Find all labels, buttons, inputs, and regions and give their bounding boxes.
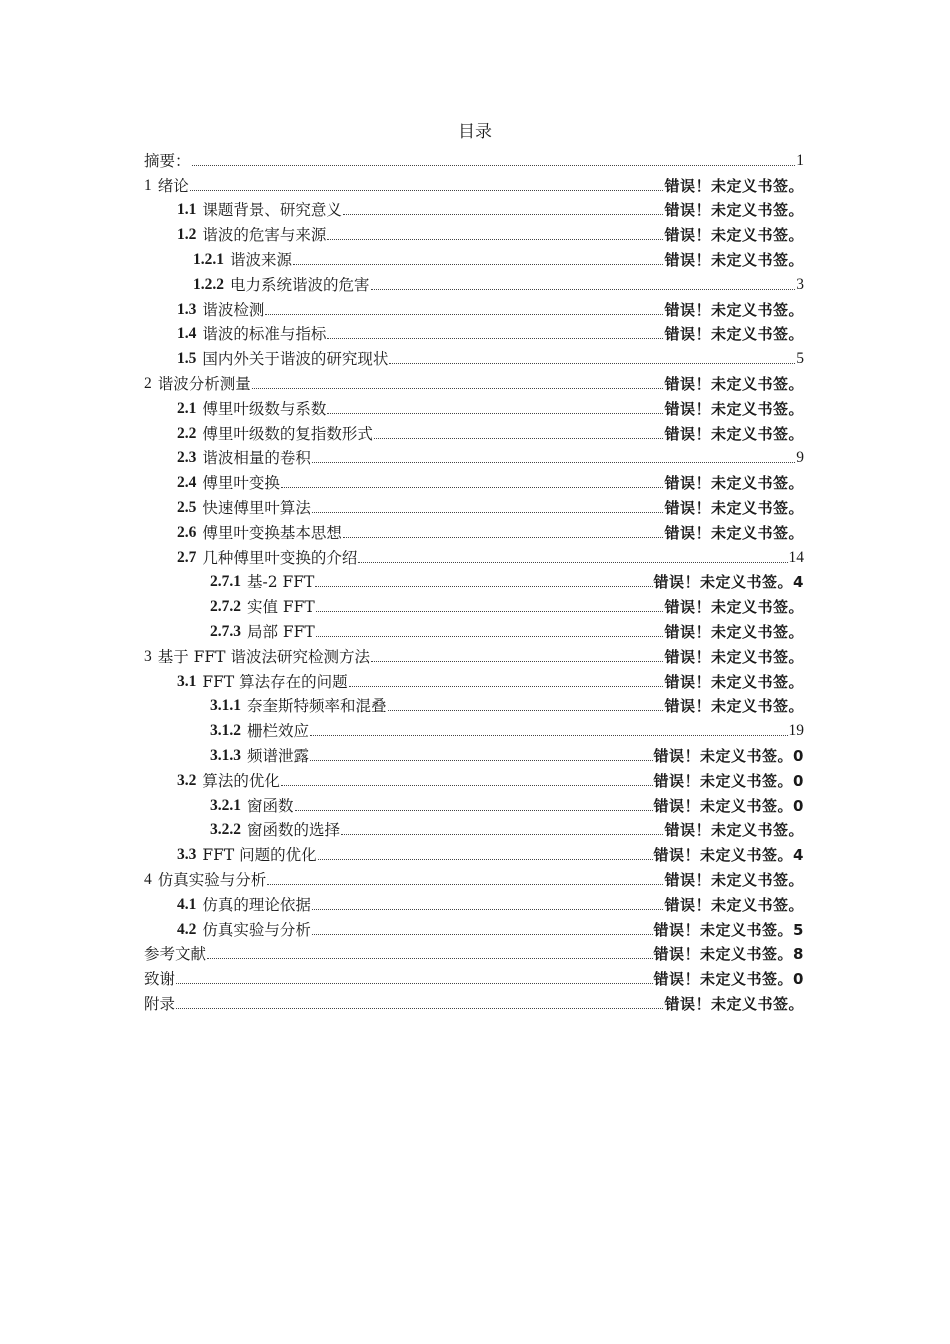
toc-entry-page: 错误！未定义书签。8 — [653, 945, 804, 964]
toc-entry[interactable] — [144, 295, 804, 320]
toc-entry-label: 栅栏效应 — [247, 722, 310, 741]
toc-entry-label: 几种傅里叶变换的介绍 — [202, 548, 358, 567]
toc-entry-label: 绪论 — [157, 176, 189, 195]
toc-entry-page: 错误！未定义书签。5 — [653, 920, 804, 939]
toc-entry-number: 3 — [144, 647, 152, 665]
dot-leader — [316, 611, 664, 612]
toc-entry-number: 1.4 — [177, 325, 197, 343]
toc-entry-page: 错误！未定义书签。 — [664, 672, 804, 691]
toc-entry-label: 参考文献 — [144, 945, 207, 964]
toc-entry-number: 3.1 — [177, 672, 197, 690]
toc-entry-number: 3.2.1 — [210, 796, 241, 814]
toc-entry-page: 5 — [796, 350, 804, 368]
dot-leader — [341, 834, 663, 835]
toc-entry-label: 傅里叶级数的复指数形式 — [202, 424, 373, 443]
toc-entry-label: 致谢 — [144, 970, 176, 989]
toc-entry[interactable] — [144, 320, 804, 345]
dot-leader — [327, 239, 663, 240]
toc-entry-label: 谐波的标准与指标 — [202, 325, 327, 344]
toc-entry-label: 附录 — [144, 994, 176, 1013]
toc-entry[interactable] — [144, 220, 804, 245]
toc-entry-page: 错误！未定义书签。 — [664, 498, 804, 517]
toc-entry-page: 错误！未定义书签。 — [664, 870, 804, 889]
toc-entry-number: 1.5 — [177, 350, 197, 368]
toc-entry-number: 4.2 — [177, 920, 197, 938]
dot-leader — [295, 810, 653, 811]
toc-entry-number: 3.2 — [177, 771, 197, 789]
toc-entry-number: 2.7 — [177, 548, 197, 566]
toc-entry[interactable] — [144, 369, 804, 394]
dot-leader — [252, 388, 664, 389]
toc-entry-page: 错误！未定义书签。 — [664, 424, 804, 443]
toc-entry[interactable] — [144, 716, 804, 741]
toc-entry-page: 错误！未定义书签。 — [664, 523, 804, 542]
dot-leader — [371, 289, 796, 290]
toc-entry-number: 2.3 — [177, 449, 197, 467]
toc-entry[interactable] — [144, 940, 804, 965]
dot-leader — [281, 785, 653, 786]
toc-entry[interactable] — [144, 915, 804, 940]
toc-entry-page: 错误！未定义书签。 — [664, 821, 804, 840]
toc-entry-page: 错误！未定义书签。 — [664, 201, 804, 220]
toc-entry-number: 2.6 — [177, 523, 197, 541]
toc-entry-label: 谐波分析测量 — [157, 374, 251, 393]
dot-leader — [349, 686, 664, 687]
toc-entry-number: 1.2.2 — [193, 275, 224, 293]
toc-entry-label: 基于 FFT 谐波法研究检测方法 — [157, 647, 370, 666]
toc-entry-number: 2.2 — [177, 424, 197, 442]
toc-entry-label: FFT 问题的优化 — [202, 846, 317, 865]
toc-entry-label: 基-2 FFT — [247, 573, 315, 592]
toc-entry-number: 2.4 — [177, 474, 197, 492]
toc-list — [144, 146, 804, 1014]
toc-entry-page: 错误！未定义书签。0 — [653, 970, 804, 989]
toc-entry-page: 14 — [788, 548, 804, 566]
toc-entry-number: 3.1.3 — [210, 746, 241, 764]
toc-entry-page: 错误！未定义书签。 — [664, 374, 804, 393]
toc-entry-label: 奈奎斯特频率和混叠 — [247, 697, 387, 716]
dot-leader — [343, 537, 664, 538]
toc-entry-page: 错误！未定义书签。 — [664, 226, 804, 245]
dot-leader — [310, 735, 787, 736]
toc-entry-label: 傅里叶级数与系数 — [202, 399, 327, 418]
toc-entry-number: 3.2.2 — [210, 821, 241, 839]
toc-entry-page: 错误！未定义书签。 — [664, 474, 804, 493]
toc-entry[interactable] — [144, 989, 804, 1014]
toc-entry-label: 频谱泄露 — [247, 746, 310, 765]
dot-leader — [176, 1008, 663, 1009]
toc-entry-page: 错误！未定义书签。 — [664, 300, 804, 319]
dot-leader — [312, 909, 664, 910]
dot-leader — [190, 190, 664, 191]
dot-leader — [207, 958, 653, 959]
toc-entry[interactable] — [144, 270, 804, 295]
toc-entry-page: 错误！未定义书签。0 — [653, 771, 804, 790]
toc-entry[interactable] — [144, 865, 804, 890]
toc-entry-number: 2.7.3 — [210, 622, 241, 640]
toc-entry-page: 1 — [796, 151, 804, 169]
toc-entry[interactable] — [144, 146, 804, 171]
toc-entry[interactable] — [144, 964, 804, 989]
toc-entry-page: 错误！未定义书签。0 — [653, 746, 804, 765]
toc-entry-page: 错误！未定义书签。 — [664, 325, 804, 344]
toc-entry-label: 谐波相量的卷积 — [202, 449, 311, 468]
toc-entry-page: 错误！未定义书签。4 — [653, 573, 804, 592]
toc-entry-page: 9 — [796, 449, 804, 467]
toc-entry-label: 国内外关于谐波的研究现状 — [202, 350, 389, 369]
toc-entry-page: 错误！未定义书签。 — [664, 697, 804, 716]
toc-entry[interactable] — [144, 344, 804, 369]
toc-entry-label: 电力系统谐波的危害 — [230, 275, 370, 294]
toc-entry-page: 错误！未定义书签。 — [664, 176, 804, 195]
toc-entry-number: 4 — [144, 870, 152, 888]
toc-entry[interactable] — [144, 791, 804, 816]
toc-entry[interactable] — [144, 692, 804, 717]
dot-leader — [374, 438, 664, 439]
toc-entry-label: 谐波来源 — [230, 250, 293, 269]
toc-entry[interactable] — [144, 890, 804, 915]
toc-entry-number: 3.1.2 — [210, 722, 241, 740]
toc-entry[interactable] — [144, 419, 804, 444]
toc-entry-label: 实值 FFT — [247, 598, 315, 617]
dot-leader — [281, 487, 664, 488]
toc-entry-page: 错误！未定义书签。 — [664, 994, 804, 1013]
toc-entry-label: 仿真实验与分析 — [202, 920, 311, 939]
dot-leader — [176, 983, 653, 984]
dot-leader — [192, 165, 796, 166]
toc-entry-number: 1.2 — [177, 226, 197, 244]
toc-entry[interactable] — [144, 245, 804, 270]
toc-entry-number: 1.3 — [177, 300, 197, 318]
toc-entry[interactable] — [144, 741, 804, 766]
toc-entry[interactable] — [144, 468, 804, 493]
toc-entry-label: 快速傅里叶算法 — [202, 498, 311, 517]
dot-leader — [310, 760, 653, 761]
toc-entry-label: 仿真实验与分析 — [157, 870, 267, 889]
toc-entry-number: 3.1.1 — [210, 697, 241, 715]
toc-entry[interactable] — [144, 816, 804, 841]
dot-leader — [388, 710, 664, 711]
toc-entry-label: 窗函数的选择 — [247, 821, 341, 840]
toc-entry-number: 2.1 — [177, 399, 197, 417]
toc-entry-label: 傅里叶变换 — [202, 474, 280, 493]
toc-entry-label: 谐波检测 — [202, 300, 265, 319]
toc-entry[interactable] — [144, 568, 804, 593]
toc-entry[interactable] — [144, 617, 804, 642]
toc-entry-number: 1 — [144, 176, 152, 194]
toc-entry-label: 局部 FFT — [247, 622, 315, 641]
toc-entry-number: 1.2.1 — [193, 250, 224, 268]
toc-entry-page: 错误！未定义书签。 — [664, 895, 804, 914]
toc-entry-page: 错误！未定义书签。 — [664, 647, 804, 666]
dot-leader — [371, 661, 664, 662]
toc-entry-page: 错误！未定义书签。0 — [653, 796, 804, 815]
dot-leader — [327, 413, 663, 414]
toc-entry[interactable] — [144, 592, 804, 617]
toc-entry-label: FFT 算法存在的问题 — [202, 672, 348, 691]
toc-title: 目录 — [458, 122, 492, 142]
toc-entry-number: 4.1 — [177, 895, 197, 913]
dot-leader — [265, 314, 663, 315]
toc-entry[interactable] — [144, 840, 804, 865]
toc-entry-page: 19 — [788, 722, 804, 740]
toc-entry[interactable] — [144, 667, 804, 692]
toc-entry[interactable] — [144, 518, 804, 543]
toc-entry-label: 谐波的危害与来源 — [202, 226, 327, 245]
toc-entry[interactable] — [144, 196, 804, 221]
toc-entry[interactable] — [144, 543, 804, 568]
toc-entry-number: 2.7.1 — [210, 573, 241, 591]
toc-entry-page: 错误！未定义书签。 — [664, 399, 804, 418]
toc-entry-page: 错误！未定义书签。 — [664, 598, 804, 617]
dot-leader — [312, 462, 795, 463]
dot-leader — [312, 934, 653, 935]
toc-entry-label: 课题背景、研究意义 — [202, 201, 342, 220]
toc-entry[interactable] — [144, 493, 804, 518]
dot-leader — [318, 859, 653, 860]
toc-entry[interactable] — [144, 766, 804, 791]
dot-leader — [312, 512, 664, 513]
toc-entry-page: 错误！未定义书签。 — [664, 250, 804, 269]
toc-entry-label: 傅里叶变换基本思想 — [202, 523, 342, 542]
dot-leader — [327, 338, 663, 339]
toc-entry-number: 1.1 — [177, 201, 197, 219]
dot-leader — [293, 264, 663, 265]
dot-leader — [343, 214, 664, 215]
toc-entry[interactable] — [144, 444, 804, 469]
toc-entry-number: 3.3 — [177, 846, 197, 864]
toc-entry-page: 3 — [796, 275, 804, 293]
toc-entry[interactable] — [144, 171, 804, 196]
dot-leader — [315, 586, 652, 587]
toc-entry[interactable] — [144, 394, 804, 419]
dot-leader — [267, 884, 663, 885]
toc-entry[interactable] — [144, 642, 804, 667]
toc-entry-number: 2 — [144, 374, 152, 392]
toc-entry-label: 窗函数 — [247, 796, 294, 815]
toc-entry-page: 错误！未定义书签。 — [664, 622, 804, 641]
dot-leader — [389, 363, 795, 364]
toc-entry-label: 摘要： — [144, 151, 191, 170]
toc-entry-page: 错误！未定义书签。4 — [653, 846, 804, 865]
toc-entry-number: 2.5 — [177, 498, 197, 516]
toc-entry-label: 仿真的理论依据 — [202, 895, 311, 914]
toc-entry-label: 算法的优化 — [202, 771, 280, 790]
toc-entry-number: 2.7.2 — [210, 598, 241, 616]
dot-leader — [358, 562, 787, 563]
dot-leader — [316, 636, 664, 637]
